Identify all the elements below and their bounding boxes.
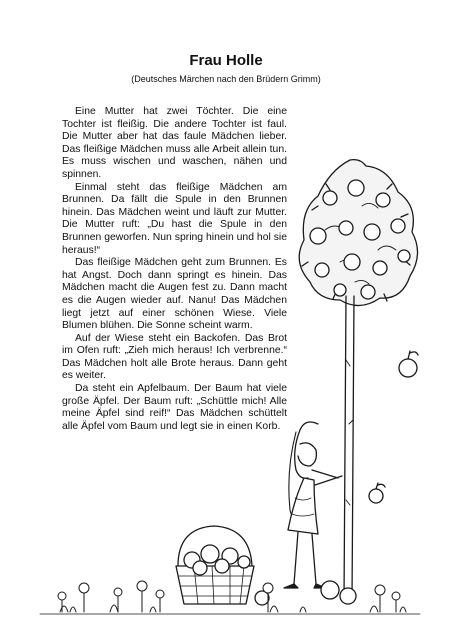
paragraph-3: Das fleißige Mädchen geht zum Brunnen. Es hat Angst. Doch dann springt es hinein. Das Mädchen macht die Augen fest zu. Dann macht es die Augen wieder auf. Nanu! Das Mädchen liegt jetzt auf einer schönen Wiese. Viele Blumen blühen. Die Sonne scheint warm.	[62, 257, 287, 332]
paragraph-5: Da steht ein Apfelbaum. Der Baum hat viele große Äpfel. Der Baum ruft: „Schüttle mich! Alle meine Äpfel sind reif!“ Das Mädchen schüttelt alle Äpfel vom Baum und legt sie in einen Korb.	[62, 383, 287, 432]
falling-apples	[369, 351, 418, 503]
girl-figure	[284, 422, 342, 588]
paragraph-2: Einmal steht das fleißige Mädchen am Brunnen. Da fällt die Spule in den Brunnen hinein. Das Mädchen weint und läuft zur Mutter. Die Mutter ruft: „Du hast die Spule in den Brunnen geworfen. Nun spring hinein und hol sie heraus!“	[62, 181, 287, 256]
paragraph-1: Eine Mutter hat zwei Töchter. Die eine Tochter ist fleißig. Die andere Tochter ist faul. Die Mutter aber hat das faule Mädchen lieber. Das fleißige Mädchen muss alle Arbeit allein tun. Es muss wischen und waschen, nähen und spinnen.	[62, 106, 287, 180]
paragraph-4: Auf der Wiese steht ein Backofen. Das Brot im Ofen ruft: „Zieh mich heraus! Ich verbrenne.“ Das Mädchen holt alle Brote heraus. Dann geht es weiter.	[62, 332, 287, 382]
page-subtitle: (Deutsches Märchen nach den Brüdern Grimm)	[131, 74, 321, 84]
page-title: Frau Holle	[189, 52, 263, 69]
tree-trunk	[344, 296, 354, 600]
apple-basket	[176, 526, 254, 604]
